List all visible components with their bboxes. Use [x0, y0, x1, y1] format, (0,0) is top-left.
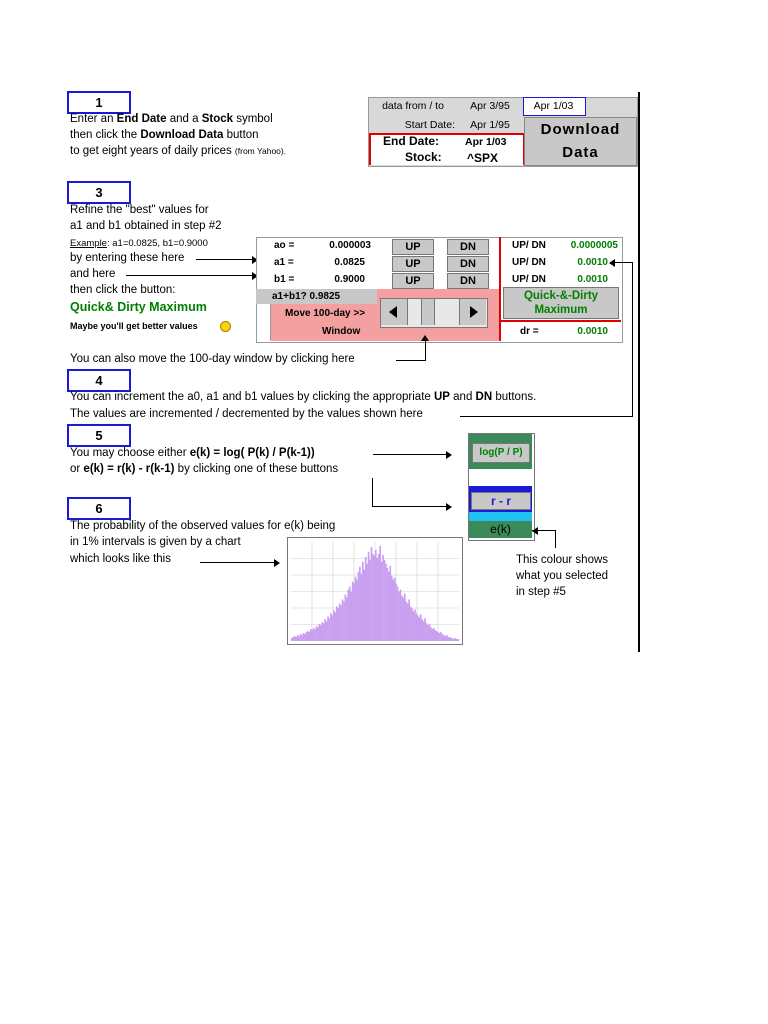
- triangle-right-icon: [470, 306, 478, 318]
- step1-line3: to get eight years of daily prices (from Yahoo).: [70, 145, 287, 157]
- histogram-bar: [353, 584, 355, 641]
- histogram-bar: [355, 577, 357, 641]
- step6-line3: which looks like this: [70, 553, 171, 565]
- histogram-bar: [388, 572, 390, 641]
- histogram-bar: [405, 601, 407, 641]
- arrow-increment-head-icon: [609, 259, 615, 267]
- scroll-right-button[interactable]: [459, 299, 486, 325]
- histogram-bar: [356, 580, 358, 641]
- log-p-button[interactable]: log(P / P): [472, 443, 530, 463]
- histogram-bar: [342, 599, 344, 641]
- step3-quick-dirty-text: Quick& Dirty Maximum: [70, 300, 207, 314]
- step-6-number: 6: [67, 497, 131, 520]
- histogram-bar: [413, 611, 415, 641]
- histogram-bar: [334, 612, 336, 641]
- histogram-bar: [382, 555, 384, 641]
- stock-label: Stock:: [405, 150, 442, 164]
- histogram-bar: [414, 609, 416, 641]
- end-date-label: End Date:: [383, 134, 440, 148]
- step3-example: Example: a1=0.0825, b1=0.9000: [70, 238, 208, 249]
- histogram-bar: [424, 618, 426, 641]
- histogram-bar: [340, 605, 342, 641]
- step5-line2: or e(k) = r(k) - r(k-1) by clicking one of these buttons: [70, 463, 339, 475]
- from-date-value: Apr 3/95: [470, 100, 510, 112]
- histogram-bar: [418, 617, 420, 641]
- to-date-value: Apr 1/03: [533, 100, 574, 112]
- step1-line1: Enter an End Date and a Stock symbol: [70, 113, 273, 125]
- histogram-bar: [323, 623, 325, 641]
- histogram-bar: [345, 594, 347, 641]
- histogram-bar: [417, 615, 419, 641]
- histogram-bar: [389, 566, 391, 641]
- updn-b1-value[interactable]: 0.0010: [577, 274, 608, 285]
- move-window-text: You can also move the 100-day window by clicking here: [70, 353, 355, 365]
- histogram-bar: [333, 610, 335, 641]
- data-from-to-label: data from / to: [382, 100, 444, 112]
- b1-up-button[interactable]: UP: [392, 273, 434, 289]
- histogram-bar: [381, 562, 383, 641]
- arrow-rr-head-icon: [446, 503, 452, 511]
- histogram-bar: [311, 630, 313, 641]
- histogram-bar: [394, 578, 396, 641]
- histogram-bar: [303, 633, 305, 641]
- histogram-bar: [398, 592, 400, 642]
- histogram-bar: [400, 590, 402, 641]
- histogram-bar: [307, 631, 309, 641]
- histogram-bar: [449, 637, 451, 641]
- step4-line2: The values are incremented / decremented by the values shown here: [70, 408, 423, 420]
- histogram-bar: [310, 629, 312, 641]
- histogram-bar: [369, 560, 371, 641]
- histogram-bar: [324, 619, 326, 641]
- arrow-chart-head-icon: [274, 559, 280, 567]
- histogram-bar: [339, 603, 341, 641]
- dr-value[interactable]: 0.0010: [577, 326, 608, 337]
- histogram-bar: [407, 603, 409, 641]
- ao-dn-button[interactable]: DN: [447, 239, 489, 255]
- histogram-bar: [447, 637, 449, 641]
- histogram-bar: [411, 608, 413, 641]
- histogram-bar: [456, 639, 458, 641]
- histogram-bar: [458, 639, 460, 641]
- histogram-bar: [320, 625, 322, 641]
- histogram-bar: [332, 615, 334, 641]
- a1-b1-sum: a1+b1? 0.9825: [272, 291, 341, 302]
- histogram-bar: [361, 574, 363, 641]
- histogram-bar: [392, 580, 394, 641]
- histogram-bar: [308, 632, 310, 641]
- step-3-number: 3: [67, 181, 131, 204]
- window-label: Window: [322, 326, 361, 337]
- r-r-button[interactable]: r - r: [471, 492, 531, 510]
- histogram-bar: [431, 629, 433, 641]
- updn-a1-value[interactable]: 0.0010: [577, 257, 608, 268]
- b1-value[interactable]: 0.9000: [334, 274, 365, 285]
- histogram-bar: [346, 597, 348, 641]
- step6-line1: The probability of the observed values for e(k) being: [70, 520, 336, 532]
- ao-up-button[interactable]: UP: [392, 239, 434, 255]
- arrow-b1-line: [126, 275, 256, 276]
- histogram-bar: [403, 597, 405, 641]
- histogram-bar: [439, 633, 441, 641]
- histogram-bar: [376, 558, 378, 641]
- histogram-bar: [358, 572, 360, 641]
- histogram-bar: [437, 632, 439, 641]
- histogram-bar: [304, 634, 306, 641]
- histogram-bar: [352, 582, 354, 641]
- histogram-bar: [365, 557, 367, 641]
- colour-note-line2: what you selected: [516, 570, 609, 582]
- a1-up-button[interactable]: UP: [392, 256, 434, 272]
- right-divider-line: [638, 92, 640, 652]
- histogram-bar: [375, 550, 377, 641]
- histogram-bar: [326, 621, 328, 641]
- histogram-bar: [410, 606, 412, 641]
- histogram-bar: [291, 638, 293, 641]
- histogram-bar: [362, 562, 364, 641]
- histogram-bar: [423, 621, 425, 641]
- histogram-bar: [327, 616, 329, 641]
- histogram-bar: [446, 635, 448, 641]
- arrow-ek-head-icon: [532, 527, 538, 535]
- histogram-bar: [391, 576, 393, 641]
- step4-line1: You can increment the a0, a1 and b1 values by clicking the appropriate UP and DN buttons.: [70, 391, 537, 403]
- histogram-bar: [442, 634, 444, 641]
- step5-line1: You may choose either e(k) = log( P(k) / P(k-1)): [70, 447, 315, 459]
- updn-a1-label: UP/ DN: [512, 257, 546, 268]
- histogram-bar: [371, 547, 373, 641]
- histogram-bar: [321, 622, 323, 641]
- histogram-bar: [452, 638, 454, 641]
- step-5-number: 5: [67, 424, 131, 447]
- ao-value[interactable]: 0.000003: [329, 240, 371, 251]
- step-1-number: 1: [67, 91, 131, 114]
- histogram-bar: [350, 592, 352, 642]
- histogram-bar: [426, 623, 428, 641]
- histogram-bar: [379, 546, 381, 641]
- start-date-label: Start Date:: [404, 119, 455, 131]
- b1-label: b1 =: [274, 274, 295, 285]
- a1-label: a1 =: [274, 257, 294, 268]
- histogram-bar: [401, 595, 403, 641]
- histogram-bar: [359, 567, 361, 641]
- histogram-bar: [450, 638, 452, 641]
- updn-b1-label: UP/ DN: [512, 274, 546, 285]
- step-4-number: 4: [67, 369, 131, 392]
- histogram-bar: [430, 627, 432, 641]
- step3-line5: and here: [70, 268, 116, 280]
- histogram-bar: [385, 564, 387, 641]
- histogram-bar: [416, 613, 418, 641]
- a1-value[interactable]: 0.0825: [334, 257, 365, 268]
- quick-dirty-maximum-button[interactable]: Quick-&-Dirty Maximum: [503, 287, 619, 319]
- histogram-bar: [337, 608, 339, 641]
- histogram-bar: [387, 568, 389, 641]
- histogram-bar: [384, 560, 386, 641]
- stock-input[interactable]: ^SPX: [467, 151, 499, 165]
- histogram-bar: [317, 627, 319, 641]
- histogram-svg: [288, 538, 462, 644]
- histogram-bar: [295, 637, 297, 641]
- histogram-bar: [436, 631, 438, 641]
- smiley-icon: [220, 321, 231, 332]
- histogram-bar: [363, 570, 365, 641]
- download-data-button[interactable]: Download Data: [524, 117, 637, 166]
- move-window-label: Move 100-day >>: [285, 308, 366, 319]
- updn-ao-label: UP/ DN: [512, 240, 546, 251]
- probability-histogram: [287, 537, 463, 645]
- histogram-bar: [314, 629, 316, 641]
- histogram-bar: [294, 636, 296, 641]
- a1-dn-button[interactable]: DN: [447, 256, 489, 272]
- histogram-bar: [427, 625, 429, 641]
- histogram-bar: [368, 552, 370, 641]
- histogram-bar: [298, 636, 300, 641]
- histogram-bar: [297, 635, 299, 641]
- step3-line8: Maybe you'll get better values: [70, 321, 198, 331]
- b1-dn-button[interactable]: DN: [447, 273, 489, 289]
- histogram-bar: [372, 554, 374, 641]
- step3-line1: Refine the "best" values for: [70, 204, 209, 216]
- histogram-bar: [330, 613, 332, 641]
- histogram-bar: [455, 638, 457, 641]
- histogram-bar: [421, 619, 423, 641]
- colour-note-line3: in step #5: [516, 586, 566, 598]
- histogram-bar: [440, 632, 442, 641]
- histogram-bar: [319, 624, 321, 641]
- histogram-bar: [300, 634, 302, 641]
- histogram-bar: [329, 618, 331, 641]
- histogram-bar: [366, 564, 368, 641]
- scroll-left-button[interactable]: [381, 299, 408, 325]
- histogram-bar: [305, 632, 307, 641]
- histogram-bar: [453, 639, 455, 641]
- end-date-input[interactable]: Apr 1/03: [465, 136, 507, 148]
- colour-note-line1: This colour shows: [516, 554, 609, 566]
- histogram-bar: [336, 606, 338, 641]
- histogram-bar: [420, 614, 422, 641]
- step3-line6: then click the button:: [70, 284, 176, 296]
- histogram-bar: [445, 636, 447, 641]
- histogram-bar: [343, 601, 345, 641]
- triangle-left-icon: [389, 306, 397, 318]
- histogram-bar: [347, 590, 349, 641]
- histogram-bar: [301, 635, 303, 641]
- updn-ao-value[interactable]: 0.0000005: [570, 240, 618, 251]
- step3-line2: a1 and b1 obtained in step #2: [70, 220, 222, 232]
- ao-label: ao =: [274, 240, 295, 251]
- histogram-bar: [433, 628, 435, 641]
- start-date-value: Apr 1/95: [470, 119, 510, 131]
- histogram-bar: [434, 630, 436, 641]
- arrow-a1-line: [196, 259, 256, 260]
- histogram-bar: [292, 637, 294, 641]
- histogram-bar: [316, 626, 318, 641]
- step3-line4: by entering these here: [70, 252, 185, 264]
- histogram-bar: [395, 584, 397, 641]
- arrow-up-head-icon: [421, 335, 429, 341]
- step1-line2: then click the Download Data button: [70, 129, 259, 141]
- histogram-bar: [404, 593, 406, 641]
- scroll-thumb[interactable]: [421, 299, 435, 325]
- ek-indicator: e(k): [469, 521, 532, 538]
- histogram-bar: [374, 556, 376, 641]
- histogram-bar: [313, 628, 315, 641]
- arrow-log-head-icon: [446, 451, 452, 459]
- histogram-bar: [429, 624, 431, 641]
- step6-line2: in 1% intervals is given by a chart: [70, 536, 241, 548]
- histogram-bar: [408, 599, 410, 641]
- histogram-bar: [443, 635, 445, 641]
- histogram-bar: [378, 554, 380, 641]
- dr-label: dr =: [520, 326, 539, 337]
- histogram-bar: [397, 587, 399, 641]
- histogram-bar: [349, 587, 351, 641]
